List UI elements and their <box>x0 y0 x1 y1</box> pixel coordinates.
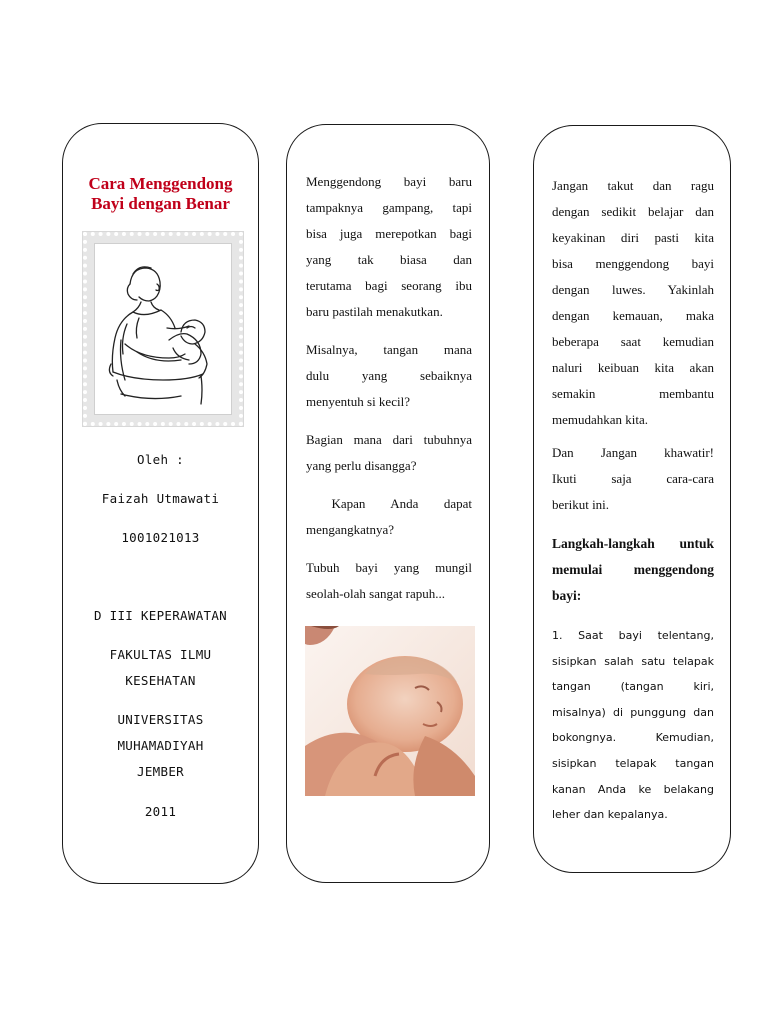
sketch-image <box>95 244 231 414</box>
text-line: sisipkan salah satu telapak <box>552 654 714 668</box>
text-line: dengan luwes. Yakinlah <box>552 282 714 297</box>
intro-text <box>306 169 472 619</box>
text-line: yang tak biasa dan <box>306 252 472 267</box>
text-line: menyentuh si kecil? <box>306 394 410 409</box>
step-1 <box>552 623 714 828</box>
text-line: baru pastilah menakutkan. <box>306 304 443 319</box>
author-label: Oleh : <box>137 452 184 467</box>
intro-paragraph-4 <box>306 491 472 543</box>
university-line-2: MUHAMADIYAH <box>117 738 204 753</box>
text-line: Bagian mana dari tubuhnya <box>306 432 472 447</box>
brochure-title <box>63 174 258 214</box>
text-line: dulu yang sebaiknya <box>306 368 472 383</box>
author-name: Faizah Utmawati <box>101 491 220 506</box>
cover-panel <box>62 123 259 884</box>
university-line-1: UNIVERSITAS <box>117 712 204 727</box>
text-line: beberapa saat kemudian <box>552 334 714 349</box>
text-line: bokongnya. Kemudian, <box>552 731 714 745</box>
baby-photo-image <box>305 626 475 796</box>
reassurance-paragraph <box>552 440 714 518</box>
text-line: dengan kemauan, maka <box>552 308 714 323</box>
text-line: tampaknya gampang, tapi <box>306 200 472 215</box>
publication-year: 2011 <box>144 804 177 819</box>
text-line: bayi: <box>552 588 582 603</box>
university-line-3: JEMBER <box>137 764 184 779</box>
text-line: memudahkan kita. <box>552 412 649 427</box>
intro-paragraph-5 <box>306 555 472 607</box>
university-name <box>63 707 258 785</box>
text-line: bisa juga merepotkan bagi <box>306 226 472 241</box>
steps-heading <box>552 531 714 609</box>
student-id: 1001021013 <box>121 530 200 545</box>
title-line-1: Cara Menggendong <box>88 174 233 193</box>
faculty-line-2: KESEHATAN <box>125 673 196 688</box>
text-line: tangan (tangan kiri, <box>552 680 714 694</box>
text-line: yang perlu disangga? <box>306 458 417 473</box>
text-line: Langkah-langkah untuk <box>552 536 714 551</box>
text-line: misalnya) di punggung dan <box>552 705 714 719</box>
text-line: mengangkatnya? <box>306 522 395 537</box>
text-line: semakin membantu <box>552 386 714 401</box>
faculty-line-1: FAKULTAS ILMU <box>109 647 212 662</box>
intro-paragraph-3 <box>306 427 472 479</box>
text-line: Tubuh bayi yang mungil <box>306 560 472 575</box>
text-line: Dan Jangan khawatir! <box>552 445 714 460</box>
encouragement-paragraph <box>552 173 714 433</box>
intro-paragraph-1 <box>306 169 472 325</box>
text-line: terutama bagi seorang ibu <box>306 278 472 293</box>
stamp-illustration-frame <box>83 232 243 426</box>
text-line: dengan sedikit belajar dan <box>552 204 714 219</box>
faculty-name <box>63 642 258 694</box>
text-line: Misalnya, tangan mana <box>306 342 472 357</box>
study-program: D III KEPERAWATAN <box>93 608 228 623</box>
text-line: Ikuti saja cara-cara <box>552 471 714 486</box>
baby-photo <box>305 626 475 796</box>
text-line: memulai menggendong <box>552 562 714 577</box>
intro-panel <box>286 124 490 883</box>
text-line: keyakinan diri pasti kita <box>552 230 714 245</box>
text-line: berikut ini. <box>552 497 610 512</box>
steps-panel <box>533 125 731 873</box>
text-line: kanan Anda ke belakang <box>552 782 714 796</box>
title-line-2: Bayi dengan Benar <box>91 194 230 213</box>
text-line: sisipkan telapak tangan <box>552 756 714 770</box>
text-line: Jangan takut dan ragu <box>552 178 714 193</box>
text-line: seolah-olah sangat rapuh... <box>306 586 445 601</box>
text-line: 1. Saat bayi telentang, <box>552 629 714 642</box>
text-line: Kapan Anda dapat <box>306 496 472 511</box>
intro-paragraph-2 <box>306 337 472 415</box>
text-line: Menggendong bayi baru <box>306 174 472 189</box>
text-line: bisa menggendong bayi <box>552 256 714 271</box>
text-line: leher dan kepalanya. <box>552 808 668 822</box>
mother-holding-baby-sketch <box>94 243 232 415</box>
text-line: naluri keibuan kita akan <box>552 360 714 375</box>
